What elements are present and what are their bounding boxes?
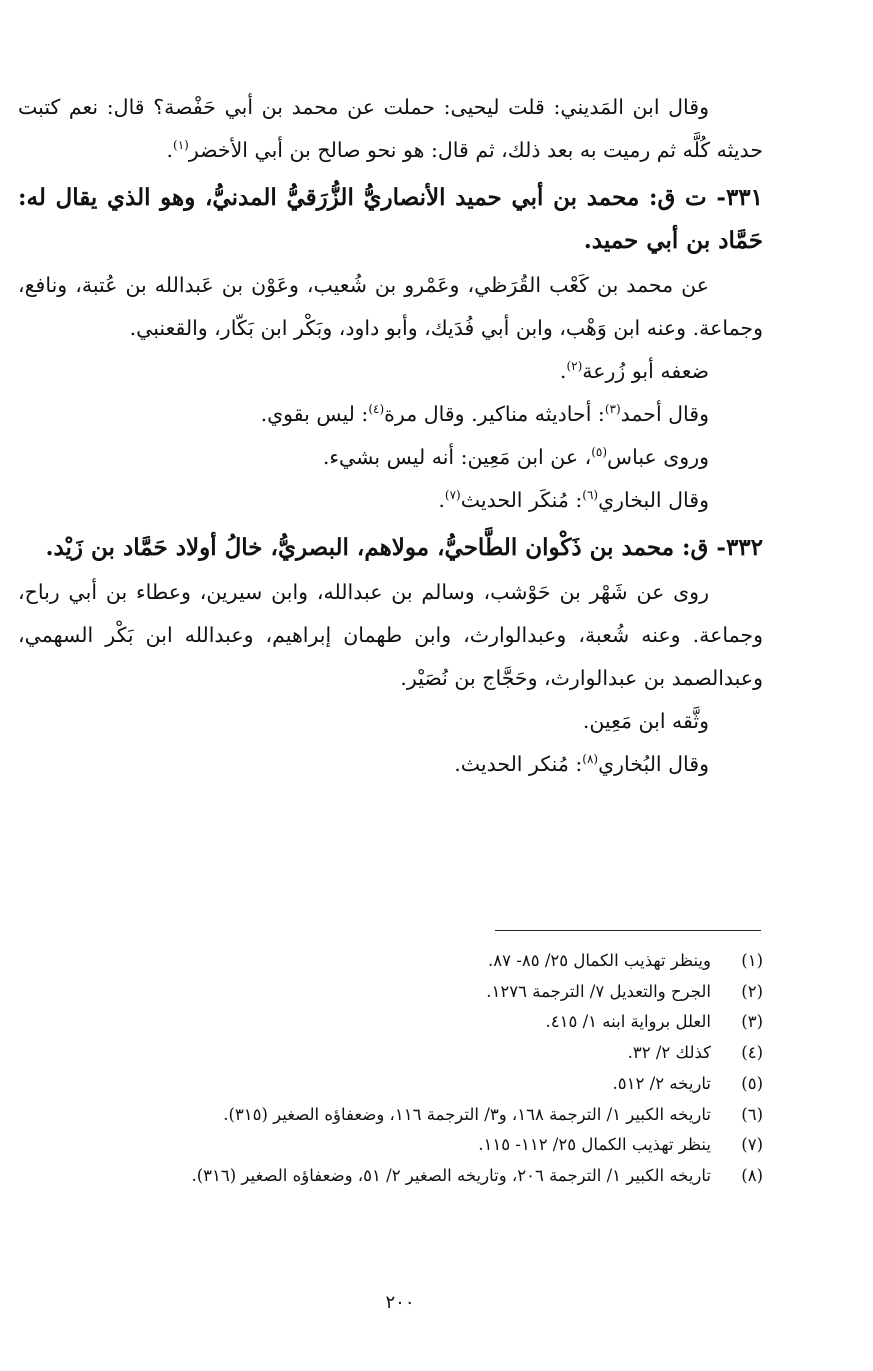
footnote-text: ينظر تهذيب الكمال ٢٥/ ١١٢- ١١٥. [478,1135,711,1155]
entry-332-narrators: روى عن شَهْر بن حَوْشب، وسالم بن عبدالله، وابن سيرين، وعطاء بن أبي رباح، وجماعة. وعنه شُعبة، وعبدالوارث، وابن طهمان إبراهيم، وعبدالله ابن بَكْر السهمي، وعبدالصمد بن عبدالوارث، وحَجَّاج بن نُصَيْر. [18,580,763,690]
entry-331-line [18,436,763,479]
intro-paragraph [18,86,763,172]
entry-332-line: وثَّقه ابن مَعِين. [582,709,709,733]
line-text: وقال البُخاري [598,752,709,776]
footnote-ref: (٦) [582,488,599,503]
line-end: : ليس بقوي. [260,402,369,426]
footnote-text: تاريخه الكبير ١/ الترجمة ١٦٨، و٣/ الترجمة ١١٦، وضعفاؤه الصغير (٣١٥). [223,1104,711,1124]
footnote [20,1069,763,1100]
line-end: . [438,488,445,512]
line-text: وروى عباس [607,445,709,469]
footnote [20,1130,763,1161]
entry-331-line [18,393,763,436]
line-text: وقال أحمد [620,402,709,426]
footnote-text: كذلك ٢/ ٣٢. [627,1043,711,1063]
footnote [20,1100,763,1131]
footnote-ref: (٨) [582,752,599,767]
footnote-text: تاريخه الكبير ١/ الترجمة ٢٠٦، وتاريخه الصغير ٢/ ٥١، وضعفاؤه الصغير (٣١٦). [191,1165,711,1185]
footnote-ref: (٢) [566,359,583,374]
footnote-text: تاريخه ٢/ ٥١٢. [612,1073,711,1093]
entry-331-narrators: عن محمد بن كَعْب القُرَظي، وعَمْرو بن شُعيب، وعَوْن بن عَبدالله بن عُتبة، ونافع، وجماعة. وعنه ابن وَهْب، وابن أبي فُدَيك، وأبو داود، وبَكْر ابن بَكّار، والقعنبي. [18,273,763,340]
intro-text: وقال ابن المَديني: قلت ليحيى: حملت عن محمد بن أبي حَفْصة؟ قال: نعم كتبت حديثه كُلَّه ثم رميت به بعد ذلك، ثم قال: هو نحو صالح بن أبي الأخضر [18,95,763,162]
main-text [18,86,763,786]
footnote [20,1161,763,1192]
footnote-label: (١) [741,951,763,970]
line-end: ، عن ابن مَعِين: أنه ليس بشيء. [322,445,592,469]
footnote-ref: (٤) [368,402,385,417]
page-number: ٢٠٠ [385,1292,415,1313]
footnote [20,946,763,977]
footnote [20,1038,763,1069]
footnotes [20,946,763,1192]
line-mid: : مُنكَر الحديث [460,488,583,512]
footnote-label: (٨) [741,1165,763,1185]
footnote [20,977,763,1008]
footnote-label: (٦) [741,1104,763,1124]
footnote-ref: (١) [173,138,189,153]
footnote-label: (٢) [741,981,763,1001]
footnote-text: وينظر تهذيب الكمال ٢٥/ ٨٥- ٨٧. [488,951,711,970]
entry-332-line [18,743,763,786]
footnote-label: (٥) [741,1073,763,1093]
line-mid: : أحاديثه مناكير. وقال مرة [384,402,605,426]
footnote-text: الجرح والتعديل ٧/ الترجمة ١٢٧٦. [486,981,711,1001]
footnote-ref: (٣) [604,402,621,417]
footnote-ref: (٥) [591,445,608,460]
footnote-ref: (٧) [444,488,461,503]
entry-331-line [18,350,763,393]
footnote-label: (٤) [741,1043,763,1063]
footnote [20,1007,763,1038]
entry-331-line [18,479,763,522]
line-text: وقال البخاري [598,488,709,512]
footnote-divider [495,930,761,931]
line-end: : مُنكر الحديث. [454,752,583,776]
footnote-label: (٣) [741,1012,763,1032]
intro-end: . [166,138,174,162]
footnote-label: (٧) [741,1135,763,1155]
entry-332-heading: ٣٣٢- ق: محمد بن ذَكْوان الطَّاحيُّ، مولاهم، البصريُّ، خالُ أولاد حَمَّاد بن زَيْد. [45,534,763,561]
footnote-text: العلل برواية ابنه ١/ ٤١٥. [545,1012,711,1032]
line-text: ضعفه أبو زُرعة [582,359,709,383]
entry-331-heading: ٣٣١- ت ق: محمد بن أبي حميد الأنصاريُّ الزُّرَقيُّ المدنيُّ، وهو الذي يقال له: حَمَّاد بن أبي حميد. [18,184,763,254]
line-end: . [559,359,567,383]
